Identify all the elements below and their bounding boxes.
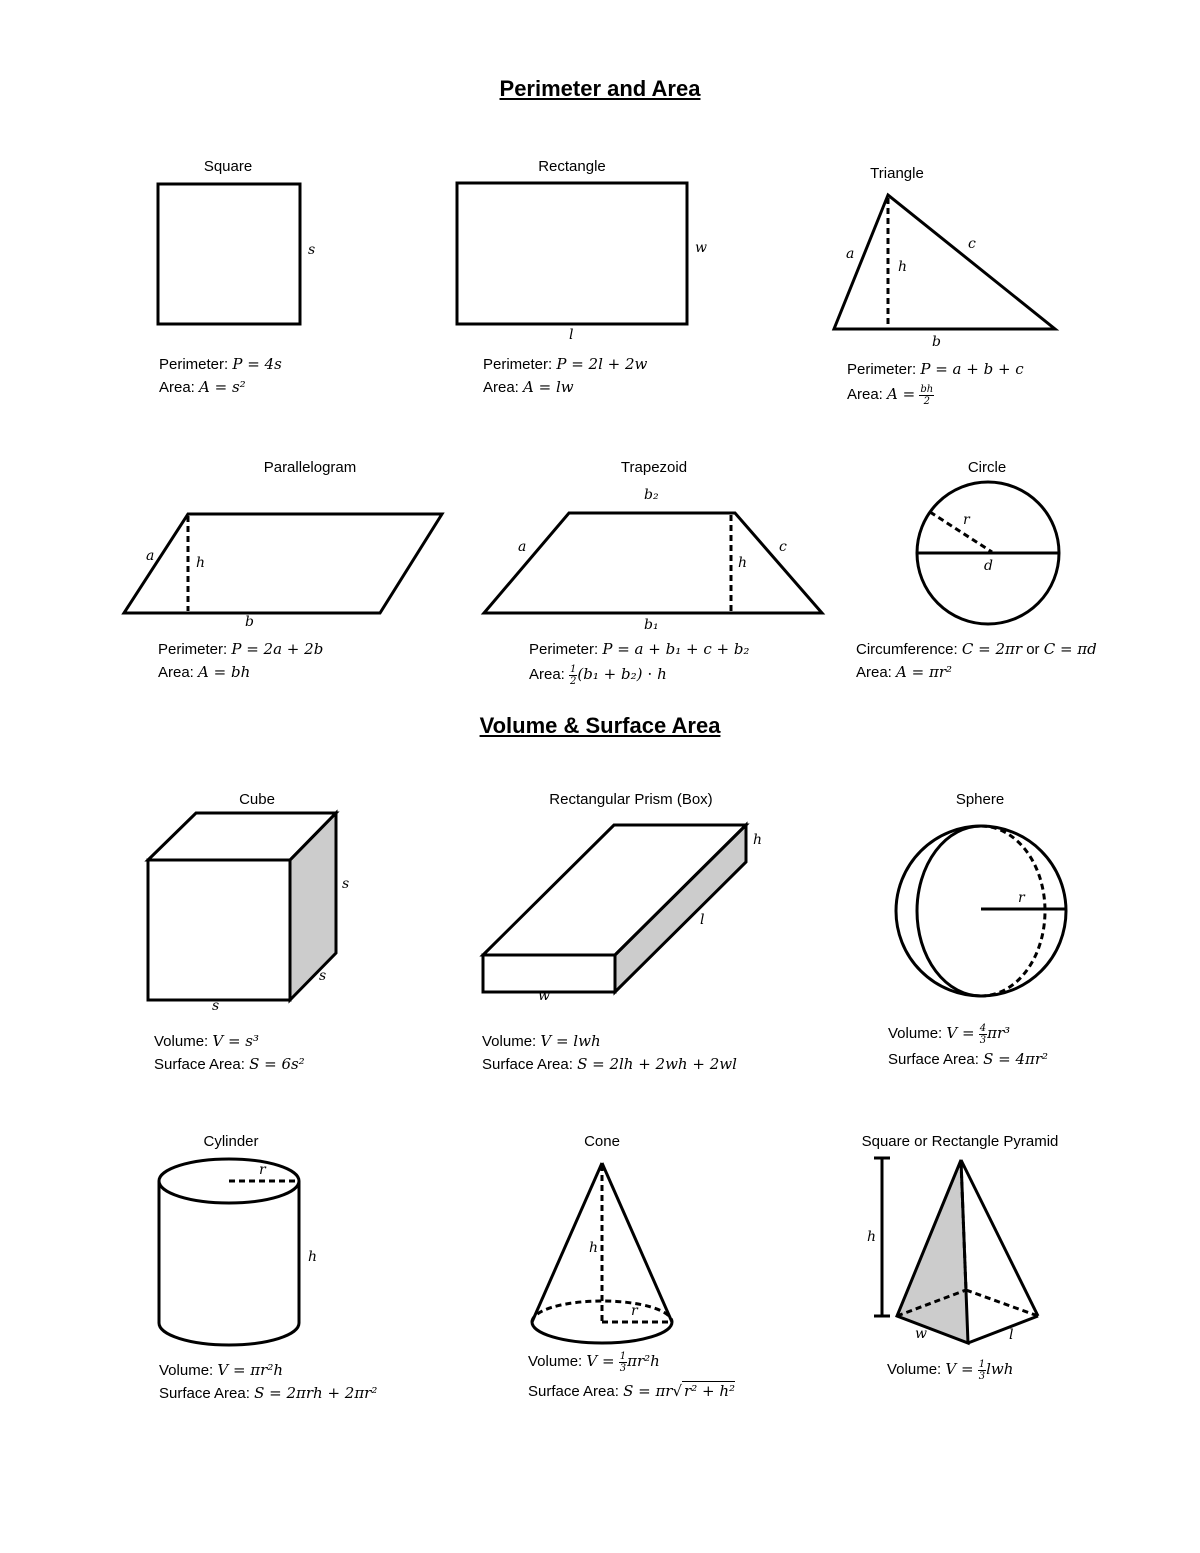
circle-radius-label: r xyxy=(963,512,970,528)
cylinder-formulas xyxy=(159,1359,377,1405)
cone-height-label: h xyxy=(589,1240,599,1256)
parallelogram-height-label: h xyxy=(196,555,206,571)
square-formulas xyxy=(159,353,282,399)
rectangle-formulas xyxy=(483,353,647,399)
pyramid-volume-label: Volume: xyxy=(887,1361,942,1378)
cylinder-surface-label: Surface Area: xyxy=(159,1385,250,1402)
pyramid-volume-rest: lwh xyxy=(986,1360,1014,1378)
cube-side-label-depth: s xyxy=(319,968,327,984)
trapezoid-area-denominator: 2 xyxy=(570,675,577,687)
cube-surface xyxy=(154,1053,305,1076)
cube-side-label-right: s xyxy=(342,876,350,892)
trapezoid-perimeter-formula: P = a + b₁ + c + b₂ xyxy=(602,640,750,658)
cone-volume-numerator: 1 xyxy=(619,1350,627,1362)
square-area-formula: A = s² xyxy=(199,378,246,396)
parallelogram-side-a-label: a xyxy=(146,548,155,564)
sphere-volume xyxy=(888,1022,1048,1046)
cone-surface-label: Surface Area: xyxy=(528,1382,619,1400)
circle-circumference-formula-1: C = 2πr xyxy=(961,640,1023,658)
sphere-volume-numerator: 4 xyxy=(979,1022,987,1034)
cylinder-volume-label: Volume: xyxy=(159,1362,214,1379)
cone-volume-rest: πr²h xyxy=(627,1352,660,1370)
rectangle-area xyxy=(483,376,647,399)
triangle-area-fraction xyxy=(919,384,934,407)
parallelogram-perimeter-formula: P = 2a + 2b xyxy=(231,640,324,658)
cylinder-radius-label: r xyxy=(259,1162,266,1178)
pyramid-volume-numerator: 1 xyxy=(978,1358,986,1370)
cylinder-surface-formula: S = 2πrh + 2πr² xyxy=(254,1384,378,1402)
parallelogram-base-label: b xyxy=(245,614,254,630)
trapezoid-height-label: h xyxy=(738,555,748,571)
trapezoid-title: Trapezoid xyxy=(620,459,688,476)
cone-title: Cone xyxy=(584,1133,620,1150)
sphere-volume-prefix: V = xyxy=(946,1024,975,1042)
triangle-perimeter-formula: P = a + b + c xyxy=(920,360,1024,378)
trapezoid-side-a-label: a xyxy=(518,539,527,555)
sphere-volume-label: Volume: xyxy=(888,1025,943,1042)
trapezoid-top-base-label: b₂ xyxy=(644,487,659,503)
rectangle-area-label: Area: xyxy=(483,379,519,396)
square-perimeter xyxy=(159,353,282,376)
cube-volume xyxy=(154,1030,305,1053)
parallelogram-formulas xyxy=(158,638,323,684)
sphere-surface-formula: S = 4πr² xyxy=(983,1049,1049,1068)
cone-volume-prefix: V = xyxy=(586,1352,615,1370)
pyramid-title: Square or Rectangle Pyramid xyxy=(861,1133,1059,1150)
box-width-label: w xyxy=(538,988,550,1004)
sphere-shape xyxy=(896,826,1066,996)
triangle-side-a-label: a xyxy=(846,246,855,262)
trapezoid-area-rest: (b₁ + b₂) ⋅ h xyxy=(577,665,667,683)
circle-circumference-or: or xyxy=(1026,641,1040,658)
sphere-radius-label: r xyxy=(1018,890,1025,906)
pyramid-volume-fraction xyxy=(978,1359,986,1382)
circle-area xyxy=(856,661,1097,684)
trapezoid-perimeter xyxy=(529,638,749,661)
box-surface-formula: S = 2lh + 2wh + 2wl xyxy=(577,1055,737,1073)
circle-circumference xyxy=(856,638,1097,661)
sphere-volume-denominator: 3 xyxy=(979,1034,987,1046)
box-title: Rectangular Prism (Box) xyxy=(549,791,713,808)
trapezoid-formulas xyxy=(529,638,749,687)
triangle-perimeter xyxy=(847,358,1024,381)
circle-circumference-formula-2: C = πd xyxy=(1043,640,1097,658)
parallelogram-perimeter-label: Perimeter: xyxy=(158,641,228,658)
pyramid-height-label: h xyxy=(867,1229,877,1245)
box-height-label: h xyxy=(753,832,763,848)
triangle-area-numerator: bh xyxy=(920,383,934,395)
box-surface-label: Surface Area: xyxy=(482,1056,573,1073)
cone-radius-label: r xyxy=(631,1303,638,1319)
parallelogram-area xyxy=(158,661,323,684)
cube-shape xyxy=(148,813,336,1000)
cone-surface-prefix: S = πr xyxy=(623,1381,673,1400)
trapezoid-perimeter-label: Perimeter: xyxy=(529,641,599,658)
heading-perimeter-area: Perimeter and Area xyxy=(499,76,701,101)
rectangle-width-label: w xyxy=(695,240,707,256)
square-shape xyxy=(158,184,300,324)
box-volume-formula: V = lwh xyxy=(540,1032,601,1050)
circle-title: Circle xyxy=(967,459,1007,476)
pyramid-shape xyxy=(874,1158,1038,1343)
parallelogram-title: Parallelogram xyxy=(263,459,357,476)
pyramid-formulas xyxy=(887,1358,1013,1382)
pyramid-volume-denominator: 3 xyxy=(978,1370,986,1382)
cube-formulas xyxy=(154,1030,305,1076)
sphere-volume-rest: πr³ xyxy=(987,1024,1011,1042)
triangle-formulas xyxy=(847,358,1024,407)
cone-surface-radical-sign: √ xyxy=(672,1381,683,1400)
circle-shape xyxy=(917,482,1059,624)
box-formulas xyxy=(482,1030,737,1076)
box-volume xyxy=(482,1030,737,1053)
box-volume-label: Volume: xyxy=(482,1033,537,1050)
cone-volume xyxy=(528,1350,735,1374)
cube-side-label-bottom: s xyxy=(212,998,220,1014)
triangle-perimeter-label: Perimeter: xyxy=(847,361,917,378)
rectangle-perimeter-label: Perimeter: xyxy=(483,356,553,373)
cone-formulas xyxy=(528,1350,735,1403)
square-side-label: s xyxy=(308,242,316,258)
cylinder-volume xyxy=(159,1359,377,1382)
parallelogram-area-formula: A = bh xyxy=(198,663,251,681)
pyramid-length-label: l xyxy=(1009,1327,1014,1343)
trapezoid-shape xyxy=(484,513,822,613)
rectangle-perimeter xyxy=(483,353,647,376)
circle-diameter-label: d xyxy=(984,558,993,574)
rectangle-perimeter-formula: P = 2l + 2w xyxy=(556,355,648,373)
box-length-label: l xyxy=(700,912,705,928)
cone-surface xyxy=(528,1380,735,1403)
cylinder-surface xyxy=(159,1382,377,1405)
pyramid-volume-prefix: V = xyxy=(945,1360,974,1378)
cylinder-volume-formula: V = πr²h xyxy=(217,1361,284,1379)
cube-surface-label: Surface Area: xyxy=(154,1056,245,1073)
trapezoid-side-c-label: c xyxy=(779,539,787,555)
parallelogram-perimeter xyxy=(158,638,323,661)
parallelogram-area-label: Area: xyxy=(158,664,194,681)
box-shape xyxy=(483,825,746,992)
triangle-side-c-label: c xyxy=(968,236,976,252)
cone-shape xyxy=(532,1163,672,1343)
square-area xyxy=(159,376,282,399)
trapezoid-bottom-base-label: b₁ xyxy=(644,617,659,633)
cube-volume-formula: V = s³ xyxy=(212,1032,260,1050)
triangle-area-label: Area: xyxy=(847,386,883,403)
cone-volume-label: Volume: xyxy=(528,1353,583,1370)
pyramid-width-label: w xyxy=(915,1326,927,1342)
trapezoid-area-label: Area: xyxy=(529,666,565,683)
cylinder-shape xyxy=(159,1159,299,1345)
sphere-volume-fraction xyxy=(979,1023,987,1046)
square-perimeter-label: Perimeter: xyxy=(159,356,229,373)
cylinder-height-label: h xyxy=(308,1249,318,1265)
rectangle-shape xyxy=(457,183,687,324)
cube-title: Cube xyxy=(239,791,275,808)
rectangle-length-label: l xyxy=(569,327,574,343)
square-perimeter-formula: P = 4s xyxy=(232,355,282,373)
cone-volume-fraction xyxy=(619,1351,627,1374)
triangle-base-label: b xyxy=(932,334,941,350)
trapezoid-area xyxy=(529,663,749,687)
heading-volume-surface-area: Volume & Surface Area xyxy=(479,713,721,738)
sphere-title: Sphere xyxy=(955,791,1005,808)
triangle-shape xyxy=(834,195,1055,329)
box-surface xyxy=(482,1053,737,1076)
rectangle-title: Rectangle xyxy=(538,158,606,175)
sphere-surface-label: Surface Area: xyxy=(888,1050,979,1068)
triangle-area-prefix: A = xyxy=(887,385,916,403)
square-area-label: Area: xyxy=(159,379,195,396)
triangle-title: Triangle xyxy=(870,165,924,182)
triangle-area xyxy=(847,383,1024,407)
circle-area-formula: A = πr² xyxy=(896,663,953,681)
cone-volume-denominator: 3 xyxy=(619,1362,627,1374)
rectangle-area-formula: A = lw xyxy=(523,378,574,396)
triangle-height-label: h xyxy=(898,259,908,275)
triangle-area-denominator: 2 xyxy=(923,395,930,407)
sphere-surface xyxy=(888,1048,1048,1071)
circle-area-label: Area: xyxy=(856,664,892,681)
circle-circumference-label: Circumference: xyxy=(856,641,958,658)
cube-volume-label: Volume: xyxy=(154,1033,209,1050)
square-title: Square xyxy=(203,158,253,175)
pyramid-volume xyxy=(887,1358,1013,1382)
cube-surface-formula: S = 6s² xyxy=(249,1055,305,1073)
cone-surface-radicand: r² + h² xyxy=(684,1381,736,1400)
sphere-formulas xyxy=(888,1022,1048,1071)
cylinder-title: Cylinder xyxy=(203,1133,259,1150)
parallelogram-shape xyxy=(124,514,442,613)
trapezoid-area-numerator: 1 xyxy=(570,663,577,675)
circle-formulas xyxy=(856,638,1097,684)
